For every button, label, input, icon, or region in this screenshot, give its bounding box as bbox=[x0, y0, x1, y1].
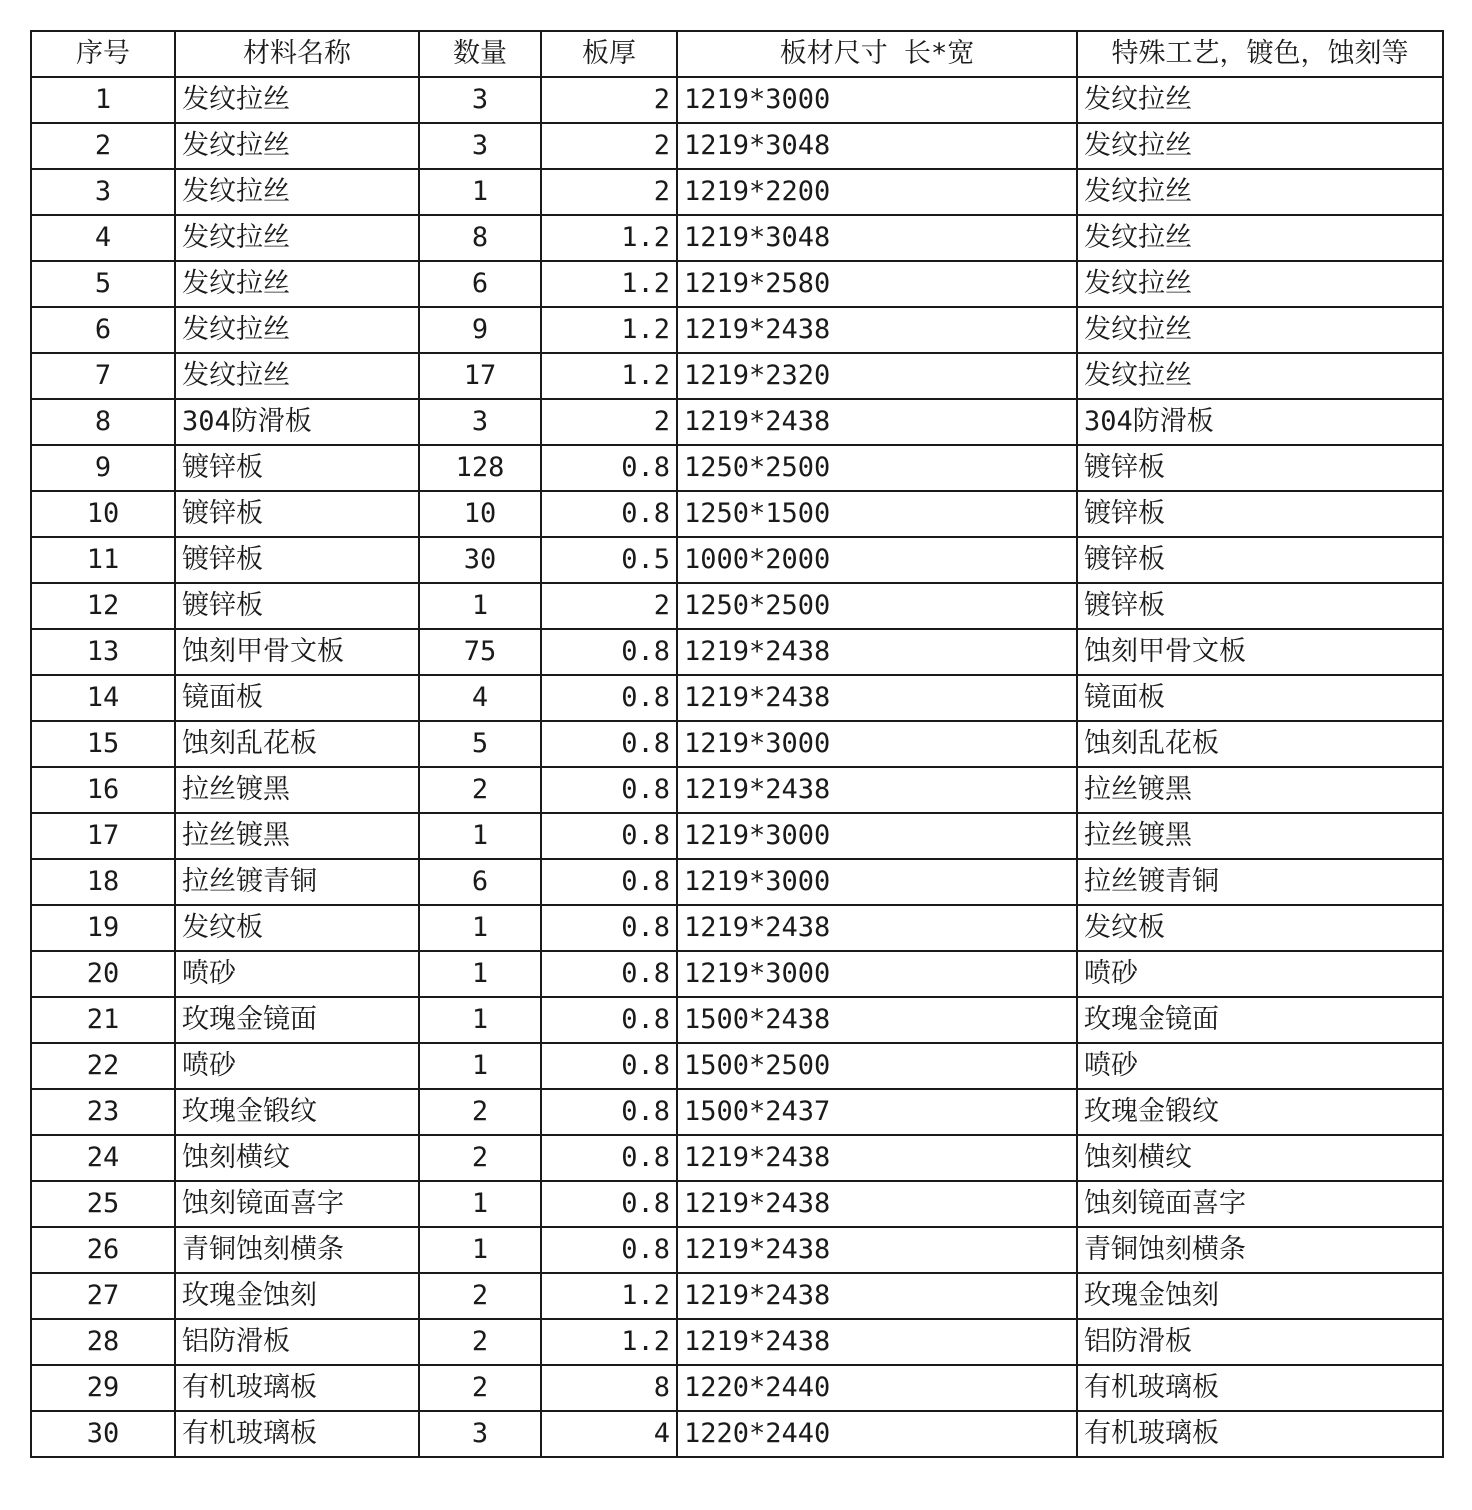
cell-special-process[interactable]: 发纹拉丝 bbox=[1077, 77, 1443, 123]
cell-sheet-size[interactable]: 1219*2438 bbox=[677, 1319, 1077, 1365]
table-row bbox=[31, 721, 1443, 767]
table-row bbox=[31, 123, 1443, 169]
table-body bbox=[31, 77, 1443, 1457]
cell-quantity[interactable]: 2 bbox=[419, 1319, 541, 1365]
cell-material-name[interactable]: 镀锌板 bbox=[175, 583, 419, 629]
cell-quantity[interactable]: 1 bbox=[419, 583, 541, 629]
cell-index[interactable]: 8 bbox=[31, 399, 175, 445]
cell-index[interactable]: 3 bbox=[31, 169, 175, 215]
cell-thickness[interactable]: 0.8 bbox=[541, 721, 677, 767]
cell-index[interactable]: 28 bbox=[31, 1319, 175, 1365]
table-row bbox=[31, 905, 1443, 951]
cell-special-process[interactable]: 发纹拉丝 bbox=[1077, 215, 1443, 261]
cell-material-name[interactable]: 玫瑰金锻纹 bbox=[175, 1089, 419, 1135]
cell-sheet-size[interactable]: 1500*2437 bbox=[677, 1089, 1077, 1135]
cell-material-name[interactable]: 玫瑰金镜面 bbox=[175, 997, 419, 1043]
cell-quantity[interactable]: 1 bbox=[419, 951, 541, 997]
table-row bbox=[31, 1227, 1443, 1273]
cell-thickness[interactable]: 2 bbox=[541, 169, 677, 215]
cell-index[interactable]: 27 bbox=[31, 1273, 175, 1319]
table-row bbox=[31, 491, 1443, 537]
cell-thickness[interactable]: 0.8 bbox=[541, 905, 677, 951]
cell-special-process[interactable]: 拉丝镀黑 bbox=[1077, 767, 1443, 813]
table-row bbox=[31, 767, 1443, 813]
cell-sheet-size[interactable]: 1219*2438 bbox=[677, 1227, 1077, 1273]
cell-special-process[interactable]: 玫瑰金镜面 bbox=[1077, 997, 1443, 1043]
cell-index[interactable]: 10 bbox=[31, 491, 175, 537]
table-row bbox=[31, 1273, 1443, 1319]
cell-special-process[interactable]: 拉丝镀青铜 bbox=[1077, 859, 1443, 905]
cell-thickness[interactable]: 0.8 bbox=[541, 997, 677, 1043]
cell-index[interactable]: 18 bbox=[31, 859, 175, 905]
cell-material-name[interactable]: 铝防滑板 bbox=[175, 1319, 419, 1365]
header-special-process[interactable]: 特殊工艺，镀色，蚀刻等 bbox=[1077, 31, 1443, 77]
cell-index[interactable]: 24 bbox=[31, 1135, 175, 1181]
cell-quantity[interactable]: 1 bbox=[419, 905, 541, 951]
cell-material-name[interactable]: 发纹拉丝 bbox=[175, 307, 419, 353]
cell-special-process[interactable]: 发纹拉丝 bbox=[1077, 353, 1443, 399]
cell-material-name[interactable]: 镀锌板 bbox=[175, 445, 419, 491]
cell-quantity[interactable]: 6 bbox=[419, 261, 541, 307]
cell-index[interactable]: 23 bbox=[31, 1089, 175, 1135]
cell-sheet-size[interactable]: 1219*3000 bbox=[677, 77, 1077, 123]
cell-material-name[interactable]: 喷砂 bbox=[175, 951, 419, 997]
header-quantity[interactable]: 数量 bbox=[419, 31, 541, 77]
cell-material-name[interactable]: 发纹拉丝 bbox=[175, 215, 419, 261]
cell-sheet-size[interactable]: 1219*2438 bbox=[677, 629, 1077, 675]
cell-material-name[interactable]: 玫瑰金蚀刻 bbox=[175, 1273, 419, 1319]
cell-material-name[interactable]: 蚀刻镜面喜字 bbox=[175, 1181, 419, 1227]
cell-thickness[interactable]: 0.5 bbox=[541, 537, 677, 583]
cell-quantity[interactable]: 8 bbox=[419, 215, 541, 261]
cell-quantity[interactable]: 1 bbox=[419, 1227, 541, 1273]
cell-special-process[interactable]: 镜面板 bbox=[1077, 675, 1443, 721]
cell-sheet-size[interactable]: 1219*2438 bbox=[677, 307, 1077, 353]
cell-index[interactable]: 13 bbox=[31, 629, 175, 675]
cell-index[interactable]: 7 bbox=[31, 353, 175, 399]
cell-sheet-size[interactable]: 1000*2000 bbox=[677, 537, 1077, 583]
cell-sheet-size[interactable]: 1220*2440 bbox=[677, 1365, 1077, 1411]
cell-material-name[interactable]: 镀锌板 bbox=[175, 491, 419, 537]
cell-index[interactable]: 25 bbox=[31, 1181, 175, 1227]
cell-thickness[interactable]: 0.8 bbox=[541, 859, 677, 905]
cell-thickness[interactable]: 1.2 bbox=[541, 307, 677, 353]
table-row bbox=[31, 307, 1443, 353]
cell-quantity[interactable]: 2 bbox=[419, 1273, 541, 1319]
cell-quantity[interactable]: 1 bbox=[419, 1043, 541, 1089]
cell-sheet-size[interactable]: 1219*2438 bbox=[677, 675, 1077, 721]
cell-special-process[interactable]: 喷砂 bbox=[1077, 951, 1443, 997]
cell-sheet-size[interactable]: 1219*2438 bbox=[677, 767, 1077, 813]
cell-material-name[interactable]: 发纹拉丝 bbox=[175, 169, 419, 215]
cell-special-process[interactable]: 有机玻璃板 bbox=[1077, 1411, 1443, 1457]
cell-material-name[interactable]: 304防滑板 bbox=[175, 399, 419, 445]
header-thickness[interactable]: 板厚 bbox=[541, 31, 677, 77]
cell-sheet-size[interactable]: 1219*3000 bbox=[677, 721, 1077, 767]
cell-quantity[interactable]: 2 bbox=[419, 1089, 541, 1135]
cell-quantity[interactable]: 10 bbox=[419, 491, 541, 537]
cell-sheet-size[interactable]: 1500*2500 bbox=[677, 1043, 1077, 1089]
table-row bbox=[31, 997, 1443, 1043]
cell-special-process[interactable]: 304防滑板 bbox=[1077, 399, 1443, 445]
table-row bbox=[31, 1089, 1443, 1135]
cell-special-process[interactable]: 青铜蚀刻横条 bbox=[1077, 1227, 1443, 1273]
table-row bbox=[31, 169, 1443, 215]
cell-sheet-size[interactable]: 1219*2438 bbox=[677, 1273, 1077, 1319]
cell-thickness[interactable]: 4 bbox=[541, 1411, 677, 1457]
cell-index[interactable]: 26 bbox=[31, 1227, 175, 1273]
cell-sheet-size[interactable]: 1219*3000 bbox=[677, 859, 1077, 905]
cell-quantity[interactable]: 1 bbox=[419, 169, 541, 215]
cell-sheet-size[interactable]: 1250*1500 bbox=[677, 491, 1077, 537]
table-row bbox=[31, 1181, 1443, 1227]
cell-material-name[interactable]: 蚀刻乱花板 bbox=[175, 721, 419, 767]
cell-sheet-size[interactable]: 1219*2580 bbox=[677, 261, 1077, 307]
cell-special-process[interactable]: 有机玻璃板 bbox=[1077, 1365, 1443, 1411]
cell-quantity[interactable]: 3 bbox=[419, 77, 541, 123]
table-row bbox=[31, 353, 1443, 399]
table-row bbox=[31, 1319, 1443, 1365]
cell-material-name[interactable]: 镀锌板 bbox=[175, 537, 419, 583]
cell-thickness[interactable]: 0.8 bbox=[541, 675, 677, 721]
header-material-name[interactable]: 材料名称 bbox=[175, 31, 419, 77]
cell-index[interactable]: 6 bbox=[31, 307, 175, 353]
header-row bbox=[31, 31, 1443, 77]
cell-quantity[interactable]: 9 bbox=[419, 307, 541, 353]
header-sheet-size[interactable]: 板材尺寸 长*宽 bbox=[677, 31, 1077, 77]
cell-thickness[interactable]: 0.8 bbox=[541, 767, 677, 813]
cell-index[interactable]: 5 bbox=[31, 261, 175, 307]
cell-index[interactable]: 29 bbox=[31, 1365, 175, 1411]
table-row bbox=[31, 629, 1443, 675]
table-row bbox=[31, 215, 1443, 261]
spreadsheet-sheet bbox=[30, 30, 1444, 1458]
cell-material-name[interactable]: 有机玻璃板 bbox=[175, 1411, 419, 1457]
cell-index[interactable]: 11 bbox=[31, 537, 175, 583]
cell-material-name[interactable]: 镜面板 bbox=[175, 675, 419, 721]
cell-quantity[interactable]: 30 bbox=[419, 537, 541, 583]
cell-special-process[interactable]: 蚀刻横纹 bbox=[1077, 1135, 1443, 1181]
cell-thickness[interactable]: 1.2 bbox=[541, 261, 677, 307]
cell-thickness[interactable]: 2 bbox=[541, 123, 677, 169]
cell-index[interactable]: 12 bbox=[31, 583, 175, 629]
cell-special-process[interactable]: 镀锌板 bbox=[1077, 583, 1443, 629]
cell-material-name[interactable]: 发纹拉丝 bbox=[175, 261, 419, 307]
cell-quantity[interactable]: 17 bbox=[419, 353, 541, 399]
cell-material-name[interactable]: 拉丝镀青铜 bbox=[175, 859, 419, 905]
cell-material-name[interactable]: 发纹拉丝 bbox=[175, 77, 419, 123]
cell-quantity[interactable]: 1 bbox=[419, 997, 541, 1043]
cell-material-name[interactable]: 蚀刻甲骨文板 bbox=[175, 629, 419, 675]
table-row bbox=[31, 445, 1443, 491]
cell-thickness[interactable]: 8 bbox=[541, 1365, 677, 1411]
cell-thickness[interactable]: 0.8 bbox=[541, 491, 677, 537]
cell-material-name[interactable]: 拉丝镀黑 bbox=[175, 813, 419, 859]
cell-sheet-size[interactable]: 1220*2440 bbox=[677, 1411, 1077, 1457]
cell-sheet-size[interactable]: 1219*3000 bbox=[677, 813, 1077, 859]
cell-index[interactable]: 1 bbox=[31, 77, 175, 123]
table-row bbox=[31, 583, 1443, 629]
cell-quantity[interactable]: 1 bbox=[419, 1181, 541, 1227]
cell-quantity[interactable]: 6 bbox=[419, 859, 541, 905]
cell-quantity[interactable]: 128 bbox=[419, 445, 541, 491]
cell-index[interactable]: 2 bbox=[31, 123, 175, 169]
cell-index[interactable]: 22 bbox=[31, 1043, 175, 1089]
cell-material-name[interactable]: 青铜蚀刻横条 bbox=[175, 1227, 419, 1273]
table-row bbox=[31, 537, 1443, 583]
table-row bbox=[31, 1043, 1443, 1089]
cell-index[interactable]: 16 bbox=[31, 767, 175, 813]
cell-thickness[interactable]: 0.8 bbox=[541, 629, 677, 675]
cell-material-name[interactable]: 喷砂 bbox=[175, 1043, 419, 1089]
cell-thickness[interactable]: 1.2 bbox=[541, 353, 677, 399]
cell-thickness[interactable]: 0.8 bbox=[541, 1227, 677, 1273]
cell-sheet-size[interactable]: 1219*3048 bbox=[677, 215, 1077, 261]
cell-quantity[interactable]: 3 bbox=[419, 1411, 541, 1457]
table-row bbox=[31, 813, 1443, 859]
cell-index[interactable]: 30 bbox=[31, 1411, 175, 1457]
cell-index[interactable]: 9 bbox=[31, 445, 175, 491]
cell-special-process[interactable]: 玫瑰金蚀刻 bbox=[1077, 1273, 1443, 1319]
cell-thickness[interactable]: 0.8 bbox=[541, 1181, 677, 1227]
cell-thickness[interactable]: 0.8 bbox=[541, 1043, 677, 1089]
cell-sheet-size[interactable]: 1219*3000 bbox=[677, 951, 1077, 997]
cell-sheet-size[interactable]: 1219*3048 bbox=[677, 123, 1077, 169]
cell-thickness[interactable]: 0.8 bbox=[541, 445, 677, 491]
cell-thickness[interactable]: 0.8 bbox=[541, 1135, 677, 1181]
cell-material-name[interactable]: 发纹拉丝 bbox=[175, 123, 419, 169]
cell-quantity[interactable]: 3 bbox=[419, 123, 541, 169]
table-row bbox=[31, 77, 1443, 123]
cell-sheet-size[interactable]: 1219*2438 bbox=[677, 1135, 1077, 1181]
cell-thickness[interactable]: 1.2 bbox=[541, 1273, 677, 1319]
cell-index[interactable]: 17 bbox=[31, 813, 175, 859]
cell-quantity[interactable]: 75 bbox=[419, 629, 541, 675]
cell-quantity[interactable]: 3 bbox=[419, 399, 541, 445]
table-row bbox=[31, 1365, 1443, 1411]
cell-quantity[interactable]: 5 bbox=[419, 721, 541, 767]
cell-thickness[interactable]: 2 bbox=[541, 399, 677, 445]
cell-quantity[interactable]: 1 bbox=[419, 813, 541, 859]
cell-sheet-size[interactable]: 1219*2438 bbox=[677, 905, 1077, 951]
cell-special-process[interactable]: 蚀刻乱花板 bbox=[1077, 721, 1443, 767]
table-row bbox=[31, 1411, 1443, 1457]
cell-special-process[interactable]: 发纹板 bbox=[1077, 905, 1443, 951]
cell-special-process[interactable]: 发纹拉丝 bbox=[1077, 169, 1443, 215]
cell-index[interactable]: 20 bbox=[31, 951, 175, 997]
cell-special-process[interactable]: 拉丝镀黑 bbox=[1077, 813, 1443, 859]
cell-thickness[interactable]: 0.8 bbox=[541, 813, 677, 859]
cell-special-process[interactable]: 蚀刻镜面喜字 bbox=[1077, 1181, 1443, 1227]
materials-table bbox=[30, 30, 1444, 1458]
cell-quantity[interactable]: 2 bbox=[419, 1365, 541, 1411]
cell-sheet-size[interactable]: 1219*2438 bbox=[677, 1181, 1077, 1227]
cell-material-name[interactable]: 蚀刻横纹 bbox=[175, 1135, 419, 1181]
cell-sheet-size[interactable]: 1500*2438 bbox=[677, 997, 1077, 1043]
cell-special-process[interactable]: 蚀刻甲骨文板 bbox=[1077, 629, 1443, 675]
cell-sheet-size[interactable]: 1250*2500 bbox=[677, 445, 1077, 491]
cell-special-process[interactable]: 铝防滑板 bbox=[1077, 1319, 1443, 1365]
table-row bbox=[31, 399, 1443, 445]
cell-sheet-size[interactable]: 1219*2200 bbox=[677, 169, 1077, 215]
cell-quantity[interactable]: 4 bbox=[419, 675, 541, 721]
cell-quantity[interactable]: 2 bbox=[419, 1135, 541, 1181]
cell-material-name[interactable]: 发纹拉丝 bbox=[175, 353, 419, 399]
cell-index[interactable]: 14 bbox=[31, 675, 175, 721]
cell-thickness[interactable]: 2 bbox=[541, 77, 677, 123]
cell-index[interactable]: 21 bbox=[31, 997, 175, 1043]
cell-special-process[interactable]: 镀锌板 bbox=[1077, 445, 1443, 491]
cell-material-name[interactable]: 发纹板 bbox=[175, 905, 419, 951]
cell-sheet-size[interactable]: 1219*2320 bbox=[677, 353, 1077, 399]
cell-index[interactable]: 15 bbox=[31, 721, 175, 767]
cell-thickness[interactable]: 0.8 bbox=[541, 1089, 677, 1135]
cell-index[interactable]: 19 bbox=[31, 905, 175, 951]
cell-special-process[interactable]: 发纹拉丝 bbox=[1077, 261, 1443, 307]
cell-special-process[interactable]: 喷砂 bbox=[1077, 1043, 1443, 1089]
header-index[interactable]: 序号 bbox=[31, 31, 175, 77]
cell-thickness[interactable]: 1.2 bbox=[541, 215, 677, 261]
cell-sheet-size[interactable]: 1250*2500 bbox=[677, 583, 1077, 629]
cell-special-process[interactable]: 玫瑰金锻纹 bbox=[1077, 1089, 1443, 1135]
cell-thickness[interactable]: 0.8 bbox=[541, 951, 677, 997]
table-row bbox=[31, 1135, 1443, 1181]
cell-quantity[interactable]: 2 bbox=[419, 767, 541, 813]
cell-special-process[interactable]: 发纹拉丝 bbox=[1077, 123, 1443, 169]
cell-thickness[interactable]: 1.2 bbox=[541, 1319, 677, 1365]
cell-special-process[interactable]: 发纹拉丝 bbox=[1077, 307, 1443, 353]
cell-material-name[interactable]: 有机玻璃板 bbox=[175, 1365, 419, 1411]
cell-index[interactable]: 4 bbox=[31, 215, 175, 261]
table-row bbox=[31, 951, 1443, 997]
cell-thickness[interactable]: 2 bbox=[541, 583, 677, 629]
cell-special-process[interactable]: 镀锌板 bbox=[1077, 537, 1443, 583]
table-row bbox=[31, 859, 1443, 905]
table-row bbox=[31, 675, 1443, 721]
cell-material-name[interactable]: 拉丝镀黑 bbox=[175, 767, 419, 813]
cell-sheet-size[interactable]: 1219*2438 bbox=[677, 399, 1077, 445]
table-row bbox=[31, 261, 1443, 307]
cell-special-process[interactable]: 镀锌板 bbox=[1077, 491, 1443, 537]
